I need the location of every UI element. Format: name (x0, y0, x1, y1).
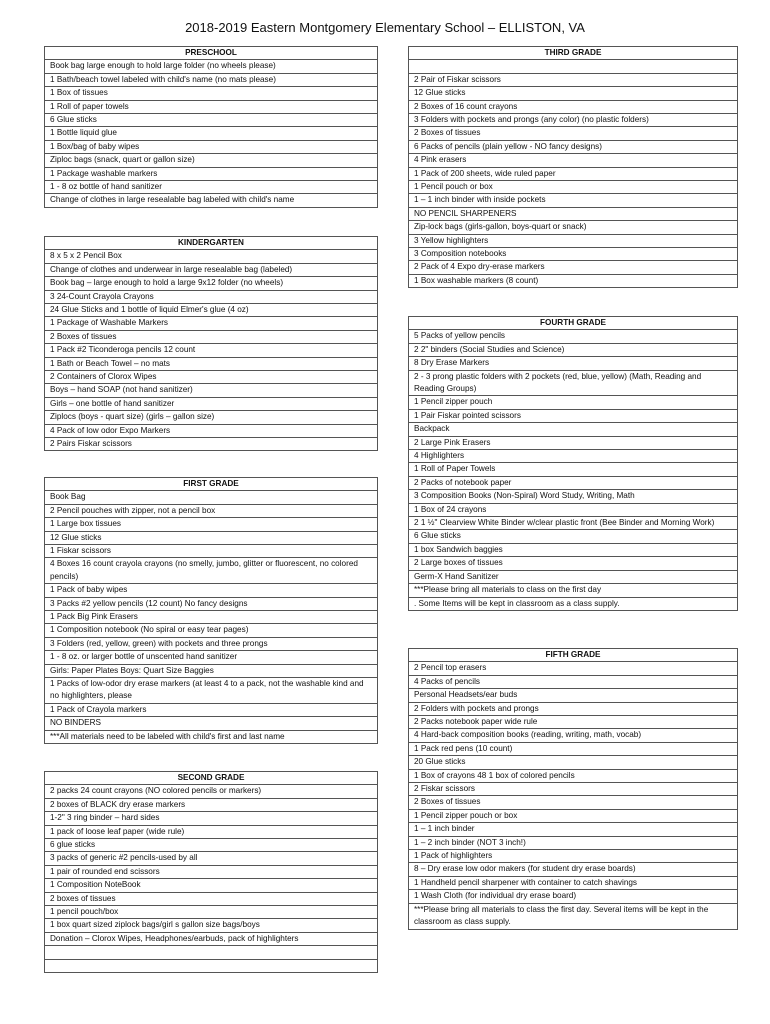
list-item: Ziplocs (boys - quart size) (girls – gallon size) (45, 411, 377, 424)
list-item: 2 Pencil top erasers (409, 662, 737, 675)
first-grade-list (44, 477, 378, 744)
list-item: 3 24-Count Crayola Crayons (45, 291, 377, 304)
page-title: 2018-2019 Eastern Montgomery Elementary School – ELLISTON, VA (185, 20, 585, 35)
kindergarten-list (44, 236, 378, 451)
list-item: Ziploc bags (snack, quart or gallon size) (45, 154, 377, 167)
list-item: 4 Hard-back composition books (reading, writing, math, vocab) (409, 729, 737, 742)
list-item: 1 Pencil zipper pouch or box (409, 810, 737, 823)
list-item: 1 Bottle liquid glue (45, 127, 377, 140)
third-grade-list (408, 46, 738, 288)
list-item: 6 Packs of pencils (plain yellow - NO fancy designs) (409, 141, 737, 154)
list-item: 1 Bath or Beach Towel – no mats (45, 358, 377, 371)
list-item: 2 packs 24 count crayons (NO colored pencils or markers) (45, 785, 377, 798)
section-header: FIRST GRADE (45, 478, 377, 491)
list-item (45, 946, 377, 959)
list-item: 2 Boxes of tissues (409, 127, 737, 140)
fourth-grade-list (408, 316, 738, 611)
list-item: 2 Fiskar scissors (409, 783, 737, 796)
section-header: FOURTH GRADE (409, 317, 737, 330)
list-item: 2 2" binders (Social Studies and Science) (409, 344, 737, 357)
list-item: 8 – Dry erase low odor makers (for student dry erase boards) (409, 863, 737, 876)
list-item: Personal Headsets/ear buds (409, 689, 737, 702)
list-item: 1 Pack of Crayola markers (45, 704, 377, 717)
list-item: Boys – hand SOAP (not hand sanitizer) (45, 384, 377, 397)
list-item: 2 Folders with pockets and prongs (409, 703, 737, 716)
list-item: ***Please bring all materials to class the first day. Several items will be kept in the classroom as class supply. (409, 904, 737, 930)
section-header: SECOND GRADE (45, 772, 377, 785)
list-item: 1 Box/bag of baby wipes (45, 141, 377, 154)
section-header: FIFTH GRADE (409, 649, 737, 662)
preschool-list (44, 46, 378, 208)
list-item: Book bag – large enough to hold a large 9x12 folder (no wheels) (45, 277, 377, 290)
list-item: 1 Pack of 200 sheets, wide ruled paper (409, 168, 737, 181)
list-item: 1 Pack of baby wipes (45, 584, 377, 597)
list-item: NO BINDERS (45, 717, 377, 730)
list-item: 1 Roll of paper towels (45, 101, 377, 114)
list-item (45, 960, 377, 973)
list-item (409, 60, 737, 73)
list-item: 2 Packs notebook paper wide rule (409, 716, 737, 729)
list-item: 6 Glue sticks (409, 530, 737, 543)
list-item: 12 Glue sticks (409, 87, 737, 100)
list-item: . Some Items will be kept in classroom as a class supply. (409, 598, 737, 611)
list-item: 1 Bath/beach towel labeled with child's name (no mats please) (45, 74, 377, 87)
list-item: 1-2" 3 ring binder – hard sides (45, 812, 377, 825)
list-item: 1 Box washable markers (8 count) (409, 275, 737, 288)
list-item: 3 Folders with pockets and prongs (any color) (no plastic folders) (409, 114, 737, 127)
list-item: NO PENCIL SHARPENERS (409, 208, 737, 221)
list-item: Book bag large enough to hold large folder (no wheels please) (45, 60, 377, 73)
list-item: 3 Packs #2 yellow pencils (12 count) No fancy designs (45, 598, 377, 611)
list-item: 1 – 2 inch binder (NOT 3 inch!) (409, 837, 737, 850)
list-item: 1 - 8 oz bottle of hand sanitizer (45, 181, 377, 194)
list-item: Backpack (409, 423, 737, 436)
list-item: 1 Pencil zipper pouch (409, 396, 737, 409)
list-item: ***Please bring all materials to class on the first day (409, 584, 737, 597)
list-item: 3 Composition notebooks (409, 248, 737, 261)
list-item: Zip-lock bags (girls-gallon, boys-quart or snack) (409, 221, 737, 234)
list-item: 2 Boxes of tissues (409, 796, 737, 809)
list-item: 1 Fiskar scissors (45, 545, 377, 558)
list-item: 1 pencil pouch/box (45, 906, 377, 919)
list-item: 1 Pack of highlighters (409, 850, 737, 863)
list-item: 1 pack of loose leaf paper (wide rule) (45, 826, 377, 839)
list-item: 1 box quart sized ziplock bags/girl s gallon size bags/boys (45, 919, 377, 932)
list-item: 2 Boxes of 16 count crayons (409, 101, 737, 114)
list-item: 1 – 1 inch binder with inside pockets (409, 194, 737, 207)
list-item: 2 boxes of tissues (45, 893, 377, 906)
list-item: 1 Pack #2 Ticonderoga pencils 12 count (45, 344, 377, 357)
list-item: 6 glue sticks (45, 839, 377, 852)
list-item: 1 Packs of low-odor dry erase markers (at least 4 to a pack, not the washable kind and no highlighters, please (45, 678, 377, 704)
list-item: 1 Pack red pens (10 count) (409, 743, 737, 756)
list-item: 1 – 1 inch binder (409, 823, 737, 836)
list-item: 4 Pack of low odor Expo Markers (45, 425, 377, 438)
section-header: KINDERGARTEN (45, 237, 377, 250)
list-item: 3 Folders (red, yellow, green) with pockets and three prongs (45, 638, 377, 651)
list-item: ***All materials need to be labeled with child's first and last name (45, 731, 377, 744)
list-item: 1 Package washable markers (45, 168, 377, 181)
list-item: Germ-X Hand Sanitizer (409, 571, 737, 584)
list-item: Girls: Paper Plates Boys: Quart Size Baggies (45, 665, 377, 678)
list-item: 4 Pink erasers (409, 154, 737, 167)
list-item: 24 Glue Sticks and 1 bottle of liquid Elmer's glue (4 oz) (45, 304, 377, 317)
list-item: 2 - 3 prong plastic folders with 2 pockets (red, blue, yellow) (Math, Reading and Reading Groups) (409, 371, 737, 397)
list-item: 1 Composition NoteBook (45, 879, 377, 892)
list-item: 1 Box of tissues (45, 87, 377, 100)
list-item: 1 - 8 oz. or larger bottle of unscented hand sanitizer (45, 651, 377, 664)
list-item: 6 Glue sticks (45, 114, 377, 127)
list-item: 2 Boxes of tissues (45, 331, 377, 344)
list-item: 2 Pair of Fiskar scissors (409, 74, 737, 87)
list-item: Donation – Clorox Wipes, Headphones/earbuds, pack of highlighters (45, 933, 377, 946)
list-item: 2 1 ½" Clearview White Binder w/clear plastic front (Bee Binder and Morning Work) (409, 517, 737, 530)
list-item: Change of clothes and underwear in large resealable bag (labeled) (45, 264, 377, 277)
list-item: 1 box Sandwich baggies (409, 544, 737, 557)
list-item: 3 Yellow highlighters (409, 235, 737, 248)
list-item: 2 Packs of notebook paper (409, 477, 737, 490)
list-item: 1 Handheld pencil sharpener with container to catch shavings (409, 877, 737, 890)
list-item: 1 Pencil pouch or box (409, 181, 737, 194)
list-item: 8 x 5 x 2 Pencil Box (45, 250, 377, 263)
list-item: 4 Highlighters (409, 450, 737, 463)
section-header: THIRD GRADE (409, 47, 737, 60)
list-item: 2 Pencil pouches with zipper, not a pencil box (45, 505, 377, 518)
list-item: 2 Pairs Fiskar scissors (45, 438, 377, 451)
section-header: PRESCHOOL (45, 47, 377, 60)
list-item: 4 Packs of pencils (409, 676, 737, 689)
second-grade-list (44, 771, 378, 973)
list-item: 1 Roll of Paper Towels (409, 463, 737, 476)
list-item: 1 pair of rounded end scissors (45, 866, 377, 879)
list-item: 1 Package of Washable Markers (45, 317, 377, 330)
list-item: 1 Box of 24 crayons (409, 504, 737, 517)
list-item: 2 Pack of 4 Expo dry-erase markers (409, 261, 737, 274)
list-item: 2 Large Pink Erasers (409, 437, 737, 450)
list-item: 2 Containers of Clorox Wipes (45, 371, 377, 384)
list-item: 1 Large box tissues (45, 518, 377, 531)
list-item: 1 Box of crayons 48 1 box of colored pencils (409, 770, 737, 783)
list-item: 20 Glue sticks (409, 756, 737, 769)
list-item: 3 packs of generic #2 pencils-used by all (45, 852, 377, 865)
list-item: 4 Boxes 16 count crayola crayons (no smelly, jumbo, glitter or fluorescent, no colored pencils) (45, 558, 377, 584)
list-item: 8 Dry Erase Markers (409, 357, 737, 370)
list-item: 5 Packs of yellow pencils (409, 330, 737, 343)
list-item: 2 boxes of BLACK dry erase markers (45, 799, 377, 812)
list-item: 3 Composition Books (Non-Spiral) Word Study, Writing, Math (409, 490, 737, 503)
list-item: 2 Large boxes of tissues (409, 557, 737, 570)
list-item: Change of clothes in large resealable bag labeled with child's name (45, 194, 377, 207)
list-item: 1 Composition notebook (No spiral or easy tear pages) (45, 624, 377, 637)
fifth-grade-list (408, 648, 738, 930)
list-item: 12 Glue sticks (45, 532, 377, 545)
list-item: 1 Wash Cloth (for individual dry erase board) (409, 890, 737, 903)
list-item: Girls – one bottle of hand sanitizer (45, 398, 377, 411)
list-item: 1 Pack Big Pink Erasers (45, 611, 377, 624)
list-item: Book Bag (45, 491, 377, 504)
list-item: 1 Pair Fiskar pointed scissors (409, 410, 737, 423)
